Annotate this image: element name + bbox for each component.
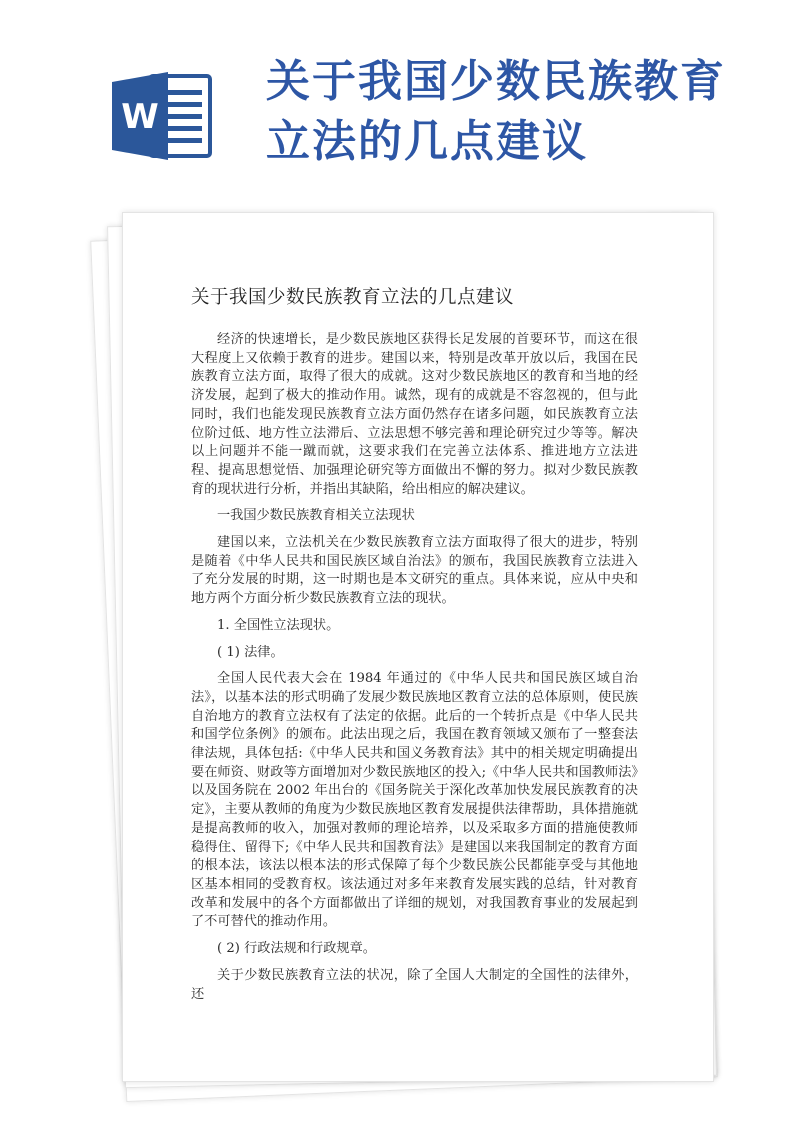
document-body bbox=[191, 331, 638, 1012]
banner-title-line-1: 关于我国少数民族教育 bbox=[266, 56, 726, 107]
word-icon-letter: W bbox=[121, 97, 159, 137]
word-document-icon bbox=[110, 68, 214, 164]
banner-title bbox=[266, 52, 766, 172]
paragraph-law: 全国人民代表大会在 1984 年通过的《中华人民共和国民族区域自治法》，以基本法的形式明确了发展少数民族地区教育立法的总体原则，使民族自治地方的教育立法权有了法定的依据。此后的一个转折点是《中华人民共和国学位条例》的颁布。此法出现之后，我国在教育领域又颁布了一整套法律法规，具体包括:《中华人民共和国义务教育法》其中的相关规定明确提出要在师资、财政等方面增加对少数民族地区的投入;《中华人民共和国教师法》以及国务院在 2002 年出台的《国务院关于深化改革加快发展民族教育的决定》，主要从教师的角度为少数民族地区教育发展提供法律帮助，具体措施就是提高教师的收入，加强对教师的理论培养，以及采取多方面的措施使教师稳得住、留得下;《中华人民共和国教育法》是建国以来我国制定的教育方面的根本法，该法以根本法的形式保障了每个少数民族公民都能享受与其他地区基本相同的受教育权。该法通过对多年来教育发展实践的总结，针对教育改革和发展中的各个方面都做出了详细的规划，对我国教育事业的发展起到了不可替代的推动作用。 bbox=[191, 671, 638, 930]
paragraph-intro: 经济的快速增长，是少数民族地区获得长足发展的首要环节，而这在很大程度上又依赖于教育的进步。建国以来，特别是改革开放以后，我国在民族教育立法方面，取得了很大的成就。这对少数民族地区的教育和当地的经济发展，起到了极大的推动作用。诚然，现有的成就是不容忽视的，但与此同时，我们也能发现民族教育立法方面仍然存在诸多问题，如民族教育立法位阶过低、地方性立法滞后、立法思想不够完善和理论研究过少等等。解决以上问题并不能一蹴而就，这要求我们在完善立法体系、推进地方立法进程、提高思想觉悟、加强理论研究等方面做出不懈的努力。拟对少数民族教育的现状进行分析，并指出其缺陷，给出相应的解决建议。 bbox=[191, 332, 638, 497]
subsection-heading-law: ( 1) 法律。 bbox=[217, 644, 284, 660]
subsection-heading-national: 1. 全国性立法现状。 bbox=[217, 617, 340, 633]
paragraph-overview: 建国以来，立法机关在少数民族教育立法方面取得了很大的进步，特别是随着《中华人民共和国民族区域自治法》的颁布，我国民族教育立法进入了充分发展的时期，这一时期也是本文研究的重点。具体来说，应从中央和地方两个方面分析少数民族教育立法的现状。 bbox=[191, 535, 638, 607]
paragraph-regulations: 关于少数民族教育立法的状况，除了全国人大制定的全国性的法律外，还 bbox=[191, 967, 638, 1002]
subsection-heading-regulations: ( 2) 行政法规和行政规章。 bbox=[217, 941, 376, 957]
document-title: 关于我国少数民族教育立法的几点建议 bbox=[191, 287, 515, 308]
banner-title-line-2: 立法的几点建议 bbox=[266, 116, 588, 167]
section-heading-1: 一我国少数民族教育相关立法现状 bbox=[217, 508, 415, 524]
